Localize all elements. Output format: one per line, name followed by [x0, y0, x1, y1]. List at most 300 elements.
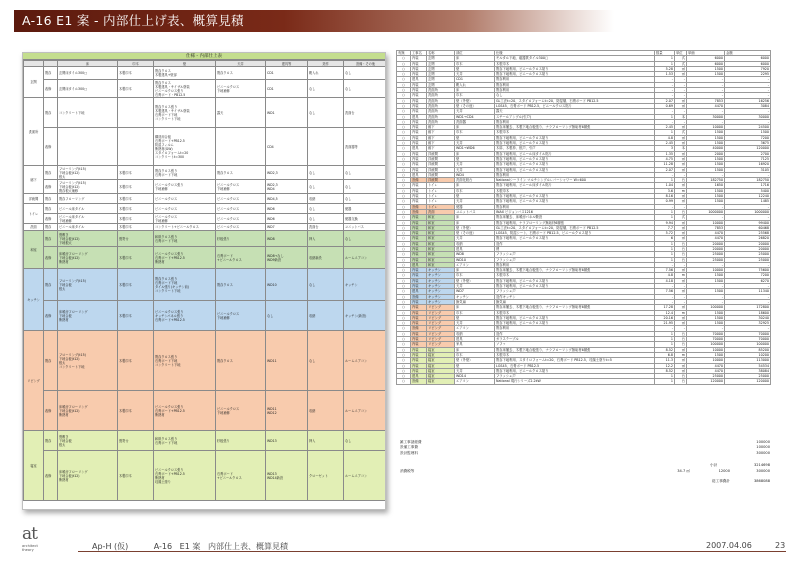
- estimate-cell: ㎡: [675, 66, 687, 71]
- estimate-cell: ○: [397, 56, 411, 61]
- estimate-cell: 既存下地利用、ビニールクロス貼り: [495, 368, 655, 373]
- estimate-cell: 式: [675, 56, 687, 61]
- estimate-cell: 1: [655, 61, 675, 66]
- estimate-cell: ㎡: [675, 167, 687, 172]
- tax-amount: 300000: [756, 469, 770, 474]
- estimate-cell: 20000: [725, 246, 771, 251]
- estimate-cell: ○: [397, 331, 411, 336]
- estimate-cell: 洋統間: [427, 172, 455, 177]
- estimate-cell: ㎡: [675, 236, 687, 241]
- estimate-cell: 内装: [411, 125, 427, 130]
- estimate-cell: 120000: [725, 379, 771, 384]
- estimate-cell: -: [655, 109, 675, 114]
- estimate-cell: ○: [397, 125, 411, 130]
- finish-cell: 構造用合板 石膏ボード+PB12.5 防湿フィルム 断熱材(GW) スタイロフォームt=20 コンクリートt=300: [154, 128, 216, 166]
- estimate-cell: 木製巾木: [495, 130, 655, 135]
- estimate-cell: 内装: [411, 130, 427, 135]
- estimate-cell: 9.94: [655, 220, 675, 225]
- estimate-cell: 5.28: [655, 66, 675, 71]
- estimate-cell: 本: [675, 114, 687, 119]
- estimate-cell: スチールアングル(引戸): [495, 114, 655, 119]
- estimate-cell: 内装: [411, 188, 427, 193]
- estimate-cell: WD4: [455, 172, 495, 177]
- finish-cell: キッチン(新設): [344, 301, 387, 331]
- estimate-cell: 靴入れ: [455, 82, 495, 87]
- estimate-cell: ㎡: [675, 268, 687, 273]
- estimate-cell: 内装: [411, 352, 427, 357]
- estimate-cell: 85200: [725, 347, 771, 352]
- finish-cell: CD1: [266, 80, 308, 98]
- estimate-cell: 洋統間: [427, 156, 455, 161]
- finish-cell: 木製巾木: [118, 247, 154, 269]
- estimate-cell: -: [675, 77, 687, 82]
- finish-cell: フローリング(t15) 下地合板 根太: [58, 269, 118, 301]
- finish-cell: WD8→なし WD9新設: [266, 247, 308, 269]
- estimate-cell: 25000: [687, 374, 725, 379]
- estimate-column-header: 工事名: [411, 51, 427, 56]
- estimate-cell: 182750: [725, 178, 771, 183]
- estimate-cell: 露天: [495, 109, 655, 114]
- estimate-cell: 木製巾木: [495, 310, 655, 315]
- estimate-cell: 内装: [411, 231, 427, 236]
- estimate-cell: ○: [397, 278, 411, 283]
- estimate-cell: 台: [675, 241, 687, 246]
- finish-room-name: 洗面: [24, 224, 44, 231]
- finish-cell: [58, 128, 118, 166]
- finish-cell: 既存クロス 木製建具・サイザル塗装 ビニールクロス張り 石膏ボード・PB12.5: [154, 80, 216, 98]
- estimate-cell: -: [655, 119, 675, 124]
- estimate-cell: 4.8: [655, 273, 675, 278]
- estimate-cell: ○: [397, 93, 411, 98]
- estimate-cell: -: [687, 284, 725, 289]
- estimate-summary: [400, 440, 770, 484]
- estimate-cell: -: [675, 88, 687, 93]
- estimate-cell: ㎡: [675, 315, 687, 320]
- estimate-cell: 1500: [687, 194, 725, 199]
- estimate-cell: ○: [397, 82, 411, 87]
- finish-row: [24, 98, 387, 128]
- estimate-cell: 1500: [687, 321, 725, 326]
- estimate-cell: キッチン: [427, 299, 455, 304]
- estimate-cell: 建具: [411, 172, 427, 177]
- estimate-cell: 巾木: [455, 273, 495, 278]
- estimate-cell: 18600: [725, 310, 771, 315]
- finish-cell: [118, 98, 154, 128]
- finish-cell: 床暖房フローリング 下地合板(t12) 断熱材: [58, 247, 118, 269]
- estimate-cell: 台: [675, 209, 687, 214]
- estimate-cell: 既存利用: [495, 172, 655, 177]
- estimate-cell: 既存下地利用、ビニール床タイル貼り: [495, 151, 655, 156]
- estimate-cell: 内装: [411, 337, 427, 342]
- estimate-cell: 40000: [687, 146, 725, 151]
- estimate-cell: 内装: [411, 368, 427, 373]
- estimate-cell: 4470: [687, 231, 725, 236]
- estimate-cell: 11.3: [655, 358, 675, 363]
- estimate-cell: 8.16: [655, 194, 675, 199]
- estimate-cell: 6000: [725, 61, 771, 66]
- finish-cell: 既存クロス張り 木製建具・サイザル塗装 石膏ボード下地 コンクリート下地: [154, 98, 216, 128]
- estimate-cell: 建具: [411, 146, 427, 151]
- footer-project: Ap-H (仮): [92, 542, 129, 551]
- estimate-cell: 6270: [725, 278, 771, 283]
- page-number: 23: [775, 541, 786, 550]
- estimate-cell: 式: [675, 215, 687, 220]
- estimate-cell: 襖: [495, 246, 655, 251]
- finish-cell: 既存: [44, 269, 58, 301]
- estimate-cell: 1500: [687, 162, 725, 167]
- estimate-cell: 内装: [411, 151, 427, 156]
- estimate-cell: ○: [397, 199, 411, 204]
- estimate-cell: 台: [675, 374, 687, 379]
- estimate-cell: ○: [397, 315, 411, 320]
- estimate-cell: 天井: [455, 236, 495, 241]
- estimate-cell: 11.28: [655, 162, 675, 167]
- finish-cell: なし: [266, 301, 308, 331]
- estimate-cell: 玄関: [427, 66, 455, 71]
- estimate-cell: 床: [455, 220, 495, 225]
- estimate-row: [397, 379, 771, 384]
- estimate-column-header: 仕様: [495, 51, 655, 56]
- finish-cell: 既存クロス 木製建具+壁部: [154, 67, 216, 80]
- estimate-cell: ○: [397, 215, 411, 220]
- estimate-cell: ○: [397, 246, 411, 251]
- estimate-cell: 和室: [427, 225, 455, 230]
- estimate-cell: 内装: [411, 310, 427, 315]
- estimate-cell: キッチン: [455, 294, 495, 299]
- estimate-cell: 1500: [687, 167, 725, 172]
- estimate-cell: -: [675, 93, 687, 98]
- estimate-cell: ㎡: [675, 98, 687, 103]
- finish-cell: 畳寄せ: [118, 231, 154, 247]
- estimate-cell: 38084: [725, 368, 771, 373]
- estimate-cell: 木製巾木: [495, 188, 655, 193]
- estimate-cell: ○: [397, 241, 411, 246]
- estimate-cell: 壁（外壁）: [455, 98, 495, 103]
- finish-cell: 収納: [308, 301, 344, 331]
- estimate-cell: 1500: [687, 141, 725, 146]
- estimate-cell: ○: [397, 88, 411, 93]
- estimate-cell: ○: [397, 257, 411, 262]
- estimate-cell: 和室: [427, 231, 455, 236]
- finish-cell: ビニールクロス張り 下地補修: [154, 180, 216, 194]
- estimate-cell: -: [655, 262, 675, 267]
- estimate-cell: 巾木: [455, 310, 495, 315]
- finish-cell: CD1: [266, 67, 308, 80]
- estimate-cell: 7125: [725, 156, 771, 161]
- estimate-cell: -: [655, 77, 675, 82]
- estimate-cell: ○: [397, 209, 411, 214]
- estimate-cell: -: [687, 262, 725, 267]
- estimate-cell: -: [675, 109, 687, 114]
- estimate-cell: 床: [455, 88, 495, 93]
- finish-cell: なし: [308, 98, 344, 128]
- estimate-cell: 床: [455, 305, 495, 310]
- estimate-cell: 70000: [725, 337, 771, 342]
- finish-cell: 床暖房フローリング 下地合板(t12) 断熱材: [58, 451, 118, 501]
- finish-cell: 既存フローリング: [58, 194, 118, 204]
- estimate-cell: 4470: [687, 363, 725, 368]
- finish-cell: 改修: [44, 180, 58, 194]
- firm-logo: [22, 524, 62, 554]
- estimate-cell: -: [725, 88, 771, 93]
- estimate-cell: -: [675, 204, 687, 209]
- estimate-cell: -: [687, 326, 725, 331]
- estimate-cell: 1: [655, 252, 675, 257]
- estimate-cell: 21.95: [655, 321, 675, 326]
- estimate-cell: 既存利用: [495, 326, 655, 331]
- estimate-cell: 内装: [411, 363, 427, 368]
- estimate-cell: 120000: [725, 146, 771, 151]
- estimate-cell: 0.99: [655, 199, 675, 204]
- finish-row: [24, 80, 387, 98]
- estimate-cell: ○: [397, 167, 411, 172]
- estimate-cell: 4470: [687, 368, 725, 373]
- estimate-cell: ○: [397, 305, 411, 310]
- finish-cell: 既存: [44, 194, 58, 204]
- estimate-cell: ○: [397, 368, 411, 373]
- finish-column-header: 巾木: [118, 61, 154, 67]
- estimate-cell: 既存利用: [495, 204, 655, 209]
- finish-cell: 杉板張り: [216, 431, 266, 451]
- estimate-cell: -: [725, 326, 771, 331]
- finish-cell: ルームエアコン: [344, 331, 387, 391]
- estimate-cell: 既存床撤去、木製下地合板張り、ナラフローリング無垢材6層張: [495, 347, 655, 352]
- finish-cell: 既存クロス張り 石膏ボード下地 タイル張り(キッチン前) コンクリート下地: [154, 269, 216, 301]
- estimate-cell: 1500: [687, 315, 725, 320]
- estimate-cell: キッチン: [427, 278, 455, 283]
- finish-cell: 木製巾木: [118, 80, 154, 98]
- finish-cell: ビニールクロス張り キッチンパネル張り 石膏ボード+PB12.5: [154, 301, 216, 331]
- estimate-table: [396, 50, 771, 385]
- estimate-cell: 玄関: [427, 77, 455, 82]
- finish-cell: WD4,5: [266, 194, 308, 204]
- estimate-cell: 2.07: [655, 98, 675, 103]
- estimate-cell: エアコン: [455, 262, 495, 267]
- finish-cell: 木製巾木: [118, 214, 154, 224]
- estimate-cell: ○: [397, 310, 411, 315]
- finish-cell: 既存: [44, 166, 58, 180]
- finish-column-header: 天井: [216, 61, 266, 67]
- estimate-cell: 1: [655, 56, 675, 61]
- estimate-cell: 台: [675, 379, 687, 384]
- estimate-cell: 天井: [455, 321, 495, 326]
- page-title: A-16 E1 案 - 内部仕上げ表、概算見積: [22, 13, 244, 28]
- estimate-cell: 壁: [455, 66, 495, 71]
- finish-cell: WD6: [266, 204, 308, 214]
- estimate-cell: 99400: [725, 220, 771, 225]
- estimate-cell: 換気扇: [455, 299, 495, 304]
- estimate-cell: ㎡: [675, 103, 687, 108]
- estimate-cell: 内装: [411, 167, 427, 172]
- finish-cell: WD6: [266, 214, 308, 224]
- total-row: [400, 478, 770, 484]
- finish-cell: フローリング(t15) 下地合板(t12) 根太: [58, 166, 118, 180]
- estimate-cell: ○: [397, 72, 411, 77]
- estimate-cell: 1485: [725, 199, 771, 204]
- estimate-cell: -: [725, 204, 771, 209]
- estimate-cell: 既存下地利用、ビニールクロス貼り: [495, 66, 655, 71]
- estimate-cell: 洋統間: [427, 178, 455, 183]
- estimate-cell: ○: [397, 326, 411, 331]
- finish-room-name: 和室: [24, 231, 44, 269]
- estimate-cell: 7920: [725, 66, 771, 71]
- estimate-cell: 内装: [411, 61, 427, 66]
- estimate-cell: ○: [397, 236, 411, 241]
- estimate-cell: ○: [397, 119, 411, 124]
- estimate-cell: 木製巾木: [495, 273, 655, 278]
- finish-room-name: トイレ: [24, 204, 44, 224]
- estimate-cell: 16256: [725, 98, 771, 103]
- estimate-cell: 内装: [411, 72, 427, 77]
- estimate-column-header: 単価: [687, 51, 725, 56]
- estimate-cell: CD1: [455, 77, 495, 82]
- estimate-cell: ㎡: [675, 368, 687, 373]
- finish-cell: 木製巾木: [118, 180, 154, 194]
- estimate-cell: ○: [397, 98, 411, 103]
- estimate-cell: 設備: [411, 326, 427, 331]
- estimate-cell: 120000: [687, 379, 725, 384]
- estimate-cell: LGS45、石膏ボード PB12.5、ビニールクロス貼り: [495, 103, 655, 108]
- estimate-cell: 造作: [495, 241, 655, 246]
- estimate-cell: 和室: [427, 246, 455, 251]
- estimate-cell: 洗面所: [427, 98, 455, 103]
- estimate-cell: 既存下地利用、ビニールクロス貼り: [495, 156, 655, 161]
- estimate-cell: ㎡: [675, 220, 687, 225]
- estimate-cell: 20000: [687, 246, 725, 251]
- estimate-cell: WD10: [455, 257, 495, 262]
- estimate-cell: 寝室: [427, 363, 455, 368]
- estimate-cell: 内装: [411, 156, 427, 161]
- estimate-cell: 天井: [455, 162, 495, 167]
- estimate-cell: 1000000: [725, 209, 771, 214]
- finish-cell: 床暖房フローリング 下地合板(t12) 断熱材: [58, 391, 118, 431]
- finish-cell: 既存: [44, 67, 58, 80]
- estimate-cell: 1500: [687, 310, 725, 315]
- estimate-cell: 木扉、木製枠、框戸、引戸: [495, 146, 655, 151]
- estimate-cell: ㎡: [675, 347, 687, 352]
- estimate-cell: -: [687, 77, 725, 82]
- finish-cell: 木製巾木: [118, 204, 154, 214]
- finish-cell: 改修: [44, 128, 58, 166]
- estimate-cell: 12.2: [655, 363, 675, 368]
- estimate-cell: 建具: [455, 337, 495, 342]
- estimate-cell: エアコン: [455, 326, 495, 331]
- estimate-cell: 洗面所: [427, 88, 455, 93]
- finish-cell: 木製巾木: [118, 451, 154, 501]
- estimate-cell: 20000: [687, 241, 725, 246]
- estimate-cell: 30000: [725, 114, 771, 119]
- finish-column-header: 造作: [308, 61, 344, 67]
- estimate-cell: -: [725, 215, 771, 220]
- estimate-cell: 床: [455, 56, 495, 61]
- estimate-cell: キッチン: [427, 268, 455, 273]
- finish-row: [24, 128, 387, 166]
- estimate-cell: ○: [397, 337, 411, 342]
- estimate-cell: 10000: [687, 358, 725, 363]
- estimate-cell: リビング: [427, 315, 455, 320]
- estimate-cell: -: [655, 172, 675, 177]
- estimate-cell: 建具: [411, 77, 427, 82]
- estimate-cell: 壁（その他）: [455, 103, 495, 108]
- estimate-cell: 床: [455, 183, 495, 188]
- estimate-cell: 3084: [725, 103, 771, 108]
- estimate-cell: 2.07: [655, 167, 675, 172]
- estimate-cell: -: [675, 284, 687, 289]
- estimate-cell: -: [687, 299, 725, 304]
- estimate-cell: 壁（外壁）: [455, 358, 495, 363]
- estimate-cell: ㎡: [675, 151, 687, 156]
- estimate-cell: INAX ビジョンバス1216: [495, 209, 655, 214]
- estimate-cell: 内装: [411, 162, 427, 167]
- estimate-cell: 100000: [725, 342, 771, 347]
- finish-cell: なし: [344, 166, 387, 180]
- finish-cell: なし: [308, 80, 344, 98]
- estimate-cell: ㎡: [675, 183, 687, 188]
- estimate-column-header: 有無: [397, 51, 411, 56]
- estimate-cell: ○: [397, 66, 411, 71]
- estimate-cell: 玄関: [427, 82, 455, 87]
- estimate-cell: 1.35: [655, 151, 675, 156]
- estimate-cell: 和室: [427, 262, 455, 267]
- estimate-cell: 30240: [725, 315, 771, 320]
- estimate-cell: 内装: [411, 66, 427, 71]
- finish-cell: ビニールクロス張り 石膏ボード+PB12.5 断熱材: [154, 247, 216, 269]
- estimate-cell: ○: [397, 352, 411, 357]
- finish-cell: なし: [308, 214, 344, 224]
- estimate-cell: ㎡: [675, 194, 687, 199]
- estimate-cell: ㎡: [675, 289, 687, 294]
- finish-cell: 既存: [44, 331, 58, 391]
- finish-row: [24, 331, 387, 391]
- estimate-column-header: 単位: [675, 51, 687, 56]
- estimate-cell: m: [675, 310, 687, 315]
- finish-cell: 既存: [44, 204, 58, 214]
- finish-cell: 既存: [44, 231, 58, 247]
- estimate-cell: 7853: [687, 98, 725, 103]
- estimate-cell: 寝室: [427, 368, 455, 373]
- finish-cell: 木製巾木: [118, 67, 154, 80]
- estimate-cell: 1500: [687, 278, 725, 283]
- finish-cell: なし: [344, 180, 387, 194]
- estimate-cell: 床: [455, 268, 495, 273]
- estimate-cell: -: [725, 172, 771, 177]
- estimate-cell: 2700: [725, 151, 771, 156]
- estimate-cell: 洗面所: [427, 103, 455, 108]
- finish-cell: ビニールクロス 下地補修: [216, 80, 266, 98]
- estimate-cell: -: [725, 93, 771, 98]
- estimate-cell: 7200: [725, 273, 771, 278]
- finish-cell: WD8: [266, 231, 308, 247]
- finish-cell: コンクリート下地: [58, 98, 118, 128]
- estimate-cell: 寝室: [427, 374, 455, 379]
- estimate-cell: ○: [397, 268, 411, 273]
- estimate-cell: 1500: [687, 72, 725, 77]
- estimate-cell: 3.6: [655, 188, 675, 193]
- tax-unit-price: 12000: [718, 469, 730, 474]
- estimate-cell: ○: [397, 204, 411, 209]
- estimate-cell: ○: [397, 342, 411, 347]
- estimate-cell: フラッシュ戸: [495, 289, 655, 294]
- estimate-cell: 換気扇: [495, 299, 655, 304]
- estimate-cell: 既存床撤去、木製下地合板張り、ナラフローリング無垢材6層張: [495, 268, 655, 273]
- estimate-cell: 4.8: [655, 135, 675, 140]
- estimate-cell: -: [725, 262, 771, 267]
- finish-cell: 既存クロス張り 石膏ボード下地: [154, 166, 216, 180]
- estimate-cell: 6000: [687, 56, 725, 61]
- estimate-cell: -: [675, 82, 687, 87]
- finish-cell: 畳敷き 下地合板 根太: [58, 431, 118, 451]
- finish-cell: フローリング(t15) 下地合板(t12) 既存根太補修: [58, 180, 118, 194]
